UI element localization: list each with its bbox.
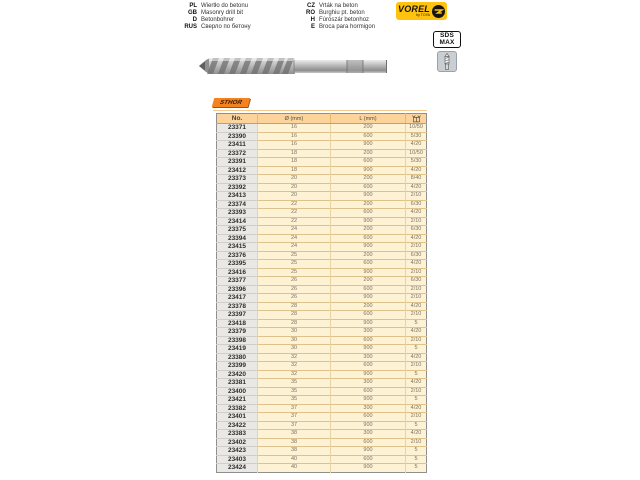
cell-diameter: 26: [258, 277, 331, 286]
language-row: [180, 17, 251, 24]
vorel-emblem-icon: [432, 5, 445, 18]
cell-package: 2/10: [406, 336, 427, 345]
drill-bit-photo: [197, 50, 389, 82]
cell-diameter: 18: [258, 149, 331, 158]
table-row: [217, 285, 427, 294]
cell-length: 300: [331, 404, 406, 413]
cell-length: 900: [331, 345, 406, 354]
language-row: [298, 3, 375, 10]
table-row: [217, 438, 427, 447]
cell-no: 23372: [217, 149, 258, 158]
cell-diameter: 16: [258, 141, 331, 150]
language-code: RUS: [184, 24, 197, 30]
table-row: [217, 166, 427, 175]
cell-package: 2/10: [406, 243, 427, 252]
table-row: [217, 302, 427, 311]
cell-no: 23401: [217, 413, 258, 422]
cell-no: 23400: [217, 387, 258, 396]
table-row: [217, 396, 427, 405]
cell-length: 600: [331, 455, 406, 464]
cell-package: 10/50: [406, 149, 427, 158]
language-row: [180, 24, 251, 31]
language-code: E: [310, 24, 315, 30]
cell-package: 4/20: [406, 430, 427, 439]
table-row: [217, 464, 427, 473]
table-row: [217, 209, 427, 218]
table-row: [217, 251, 427, 260]
table-row: [217, 217, 427, 226]
cell-package: 2/10: [406, 362, 427, 371]
cell-diameter: 25: [258, 260, 331, 269]
cell-no: 23396: [217, 285, 258, 294]
cell-length: 200: [331, 200, 406, 209]
table-row: [217, 141, 427, 150]
cell-no: 23377: [217, 277, 258, 286]
language-row: [298, 10, 375, 17]
language-list-left: [180, 3, 251, 31]
cell-package: 2/10: [406, 311, 427, 320]
language-code: H: [310, 17, 315, 23]
divider-line: [213, 110, 427, 111]
sds-max-badge: SDS MAX: [433, 31, 461, 48]
table-row: [217, 234, 427, 243]
cell-diameter: 30: [258, 345, 331, 354]
cell-diameter: 26: [258, 294, 331, 303]
cell-package: 2/10: [406, 217, 427, 226]
cell-no: 23395: [217, 260, 258, 269]
cell-length: 900: [331, 464, 406, 473]
cell-length: 900: [331, 166, 406, 175]
cell-no: 23390: [217, 132, 258, 141]
cell-package: 6/30: [406, 200, 427, 209]
cell-diameter: 16: [258, 132, 331, 141]
col-header-diameter: Ø (mm): [258, 114, 331, 124]
vorel-logo: [396, 2, 447, 20]
cell-package: 4/20: [406, 328, 427, 337]
cell-diameter: 18: [258, 158, 331, 167]
cell-package: 4/20: [406, 260, 427, 269]
table-row: [217, 336, 427, 345]
table-row: [217, 226, 427, 235]
cell-no: 23378: [217, 302, 258, 311]
cell-length: 600: [331, 387, 406, 396]
cell-diameter: 35: [258, 379, 331, 388]
language-label: Wiertło do betonu: [201, 3, 249, 9]
cell-length: 600: [331, 336, 406, 345]
product-table: [216, 113, 427, 473]
cell-length: 900: [331, 421, 406, 430]
cell-no: 23422: [217, 421, 258, 430]
cell-package: 5: [406, 447, 427, 456]
cell-length: 300: [331, 379, 406, 388]
table-row: [217, 311, 427, 320]
language-label: Fúrószár betonhoz: [319, 17, 370, 23]
cell-diameter: 22: [258, 200, 331, 209]
col-header-length: L (mm): [331, 114, 406, 124]
cell-diameter: 30: [258, 328, 331, 337]
cell-no: 23419: [217, 345, 258, 354]
cell-length: 200: [331, 251, 406, 260]
cell-diameter: 38: [258, 430, 331, 439]
cell-no: 23418: [217, 319, 258, 328]
language-label: Vrták na beton: [319, 3, 358, 9]
table-row: [217, 345, 427, 354]
cell-package: 5: [406, 370, 427, 379]
cell-length: 600: [331, 183, 406, 192]
table-row: [217, 124, 427, 133]
cell-diameter: 22: [258, 209, 331, 218]
product-table-body: [217, 124, 427, 473]
language-list-right: [298, 3, 375, 31]
language-label: Сверло по бетону: [201, 24, 251, 30]
cell-diameter: 24: [258, 226, 331, 235]
cell-length: 200: [331, 226, 406, 235]
cell-diameter: 32: [258, 370, 331, 379]
table-row: [217, 447, 427, 456]
cell-package: 5: [406, 455, 427, 464]
language-row: [298, 17, 375, 24]
cell-length: 900: [331, 294, 406, 303]
table-row: [217, 353, 427, 362]
cell-diameter: 32: [258, 353, 331, 362]
cell-package: 4/20: [406, 234, 427, 243]
cell-package: 5/30: [406, 132, 427, 141]
cell-no: 23374: [217, 200, 258, 209]
cell-no: 23417: [217, 294, 258, 303]
table-row: [217, 413, 427, 422]
cell-diameter: 38: [258, 447, 331, 456]
table-row: [217, 192, 427, 201]
cell-length: 600: [331, 132, 406, 141]
cell-package: 4/20: [406, 302, 427, 311]
cell-no: 23423: [217, 447, 258, 456]
product-table-header: [217, 114, 427, 124]
cell-length: 900: [331, 319, 406, 328]
cell-length: 900: [331, 370, 406, 379]
table-row: [217, 183, 427, 192]
table-row: [217, 175, 427, 184]
language-label: Burghiu pt. beton: [319, 10, 365, 16]
language-code: RO: [306, 10, 315, 16]
cell-package: 2/10: [406, 438, 427, 447]
cell-package: 5/30: [406, 158, 427, 167]
cell-package: 5: [406, 396, 427, 405]
cell-diameter: 20: [258, 192, 331, 201]
cell-package: 2/10: [406, 285, 427, 294]
cell-diameter: 16: [258, 124, 331, 133]
cell-package: 2/10: [406, 413, 427, 422]
table-row: [217, 243, 427, 252]
cell-length: 600: [331, 234, 406, 243]
language-row: [298, 24, 375, 31]
cell-package: 4/20: [406, 141, 427, 150]
cell-no: 23402: [217, 438, 258, 447]
cell-diameter: 37: [258, 413, 331, 422]
table-row: [217, 387, 427, 396]
cell-package: 4/20: [406, 404, 427, 413]
table-row: [217, 362, 427, 371]
table-row: [217, 277, 427, 286]
cell-no: 23371: [217, 124, 258, 133]
language-label: Betonbohrer: [201, 17, 235, 23]
cell-length: 300: [331, 328, 406, 337]
cell-length: 200: [331, 124, 406, 133]
cell-diameter: 20: [258, 175, 331, 184]
table-row: [217, 319, 427, 328]
cell-package: 5: [406, 345, 427, 354]
language-code: PL: [189, 3, 197, 9]
table-row: [217, 149, 427, 158]
cell-no: 23416: [217, 268, 258, 277]
cell-length: 900: [331, 268, 406, 277]
cell-diameter: 35: [258, 387, 331, 396]
cell-package: 5: [406, 421, 427, 430]
cell-length: 600: [331, 362, 406, 371]
cell-diameter: 40: [258, 464, 331, 473]
language-code: CZ: [307, 3, 315, 9]
brand-name: VOREL: [398, 3, 431, 14]
cell-no: 23398: [217, 336, 258, 345]
package-icon: [406, 114, 427, 124]
cell-no: 23399: [217, 362, 258, 371]
cell-diameter: 28: [258, 302, 331, 311]
cell-package: 2/10: [406, 387, 427, 396]
cell-package: 4/20: [406, 183, 427, 192]
cell-no: 23376: [217, 251, 258, 260]
cell-no: 23380: [217, 353, 258, 362]
cell-no: 23415: [217, 243, 258, 252]
language-code: GB: [188, 10, 197, 16]
table-row: [217, 158, 427, 167]
cell-diameter: 20: [258, 183, 331, 192]
table-row: [217, 421, 427, 430]
cell-package: 4/20: [406, 209, 427, 218]
cell-no: 23381: [217, 379, 258, 388]
cell-package: 2/10: [406, 192, 427, 201]
language-row: [180, 10, 251, 17]
table-row: [217, 455, 427, 464]
sthor-logo: STHOR: [212, 98, 251, 107]
cell-no: 23382: [217, 404, 258, 413]
cell-no: 23379: [217, 328, 258, 337]
language-label: Masonry drill bit: [201, 10, 244, 16]
table-row: [217, 260, 427, 269]
cell-length: 900: [331, 141, 406, 150]
cell-no: 23397: [217, 311, 258, 320]
cell-no: 23393: [217, 209, 258, 218]
cell-no: 23424: [217, 464, 258, 473]
cell-length: 200: [331, 175, 406, 184]
cell-length: 900: [331, 217, 406, 226]
cell-length: 600: [331, 260, 406, 269]
cell-length: 900: [331, 192, 406, 201]
cell-length: 200: [331, 277, 406, 286]
table-row: [217, 379, 427, 388]
cell-package: 5: [406, 319, 427, 328]
cell-length: 300: [331, 353, 406, 362]
cell-no: 23403: [217, 455, 258, 464]
cell-package: 10/50: [406, 124, 427, 133]
cell-package: 5: [406, 464, 427, 473]
cell-length: 600: [331, 438, 406, 447]
language-row: [180, 3, 251, 10]
cell-diameter: 18: [258, 166, 331, 175]
cell-no: 23411: [217, 141, 258, 150]
cell-package: 6/30: [406, 226, 427, 235]
cell-diameter: 25: [258, 251, 331, 260]
cell-no: 23414: [217, 217, 258, 226]
cell-package: 8/40: [406, 175, 427, 184]
cell-length: 900: [331, 396, 406, 405]
cell-diameter: 38: [258, 438, 331, 447]
cell-no: 23420: [217, 370, 258, 379]
cell-diameter: 32: [258, 362, 331, 371]
table-row: [217, 370, 427, 379]
language-label: Broca para hormigon: [319, 24, 376, 30]
cell-diameter: 30: [258, 336, 331, 345]
cell-diameter: 28: [258, 319, 331, 328]
table-row: [217, 328, 427, 337]
table-row: [217, 404, 427, 413]
cell-package: 6/30: [406, 251, 427, 260]
cell-diameter: 26: [258, 285, 331, 294]
cell-length: 900: [331, 243, 406, 252]
cell-length: 600: [331, 209, 406, 218]
cell-no: 23412: [217, 166, 258, 175]
cell-diameter: 37: [258, 421, 331, 430]
col-header-no: No.: [217, 114, 258, 124]
cell-diameter: 22: [258, 217, 331, 226]
cell-length: 200: [331, 302, 406, 311]
cell-diameter: 24: [258, 243, 331, 252]
cell-length: 600: [331, 285, 406, 294]
cell-package: 2/10: [406, 294, 427, 303]
cell-no: 23392: [217, 183, 258, 192]
cell-diameter: 24: [258, 234, 331, 243]
cell-package: 4/20: [406, 166, 427, 175]
cell-no: 23375: [217, 226, 258, 235]
table-row: [217, 294, 427, 303]
cell-length: 300: [331, 430, 406, 439]
table-row: [217, 430, 427, 439]
drill-bit-icon: [437, 51, 457, 72]
cell-no: 23383: [217, 430, 258, 439]
cell-no: 23373: [217, 175, 258, 184]
cell-length: 600: [331, 158, 406, 167]
table-row: [217, 132, 427, 141]
cell-no: 23413: [217, 192, 258, 201]
cell-length: 600: [331, 311, 406, 320]
cell-length: 200: [331, 149, 406, 158]
language-code: D: [192, 17, 197, 23]
table-row: [217, 268, 427, 277]
cell-package: 2/10: [406, 268, 427, 277]
brand-subtitle: by TOYA: [416, 13, 431, 17]
cell-diameter: 25: [258, 268, 331, 277]
cell-no: 23391: [217, 158, 258, 167]
cell-diameter: 40: [258, 455, 331, 464]
cell-no: 23421: [217, 396, 258, 405]
cell-package: 4/20: [406, 353, 427, 362]
cell-length: 900: [331, 447, 406, 456]
cell-diameter: 28: [258, 311, 331, 320]
cell-diameter: 35: [258, 396, 331, 405]
cell-diameter: 37: [258, 404, 331, 413]
cell-length: 600: [331, 413, 406, 422]
table-row: [217, 200, 427, 209]
cell-package: 6/30: [406, 277, 427, 286]
cell-package: 4/20: [406, 379, 427, 388]
cell-no: 23394: [217, 234, 258, 243]
